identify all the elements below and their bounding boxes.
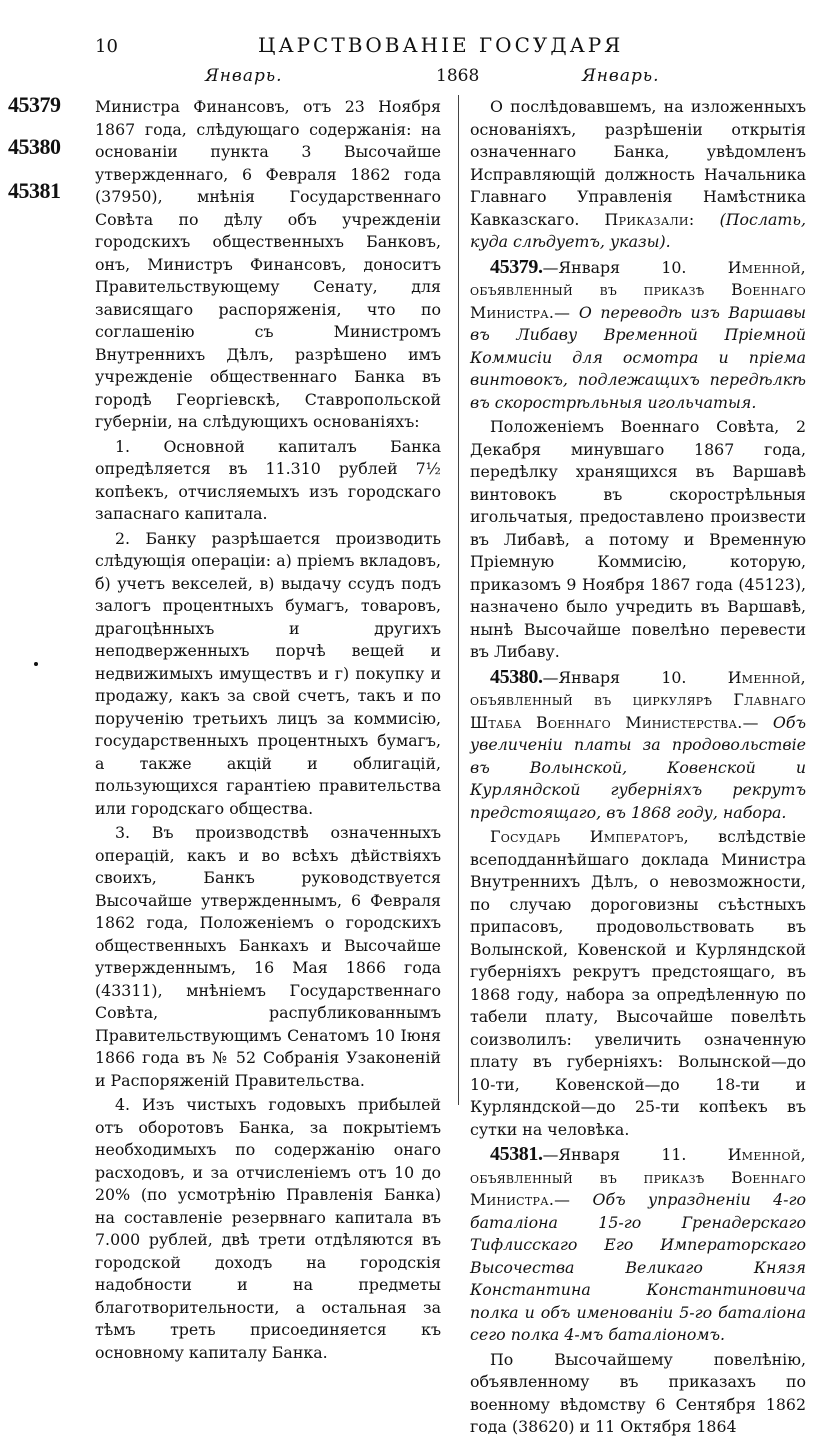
entry-number: 45381. — [490, 1143, 543, 1165]
entry-kind: Именной, объявленный въ приказѣ Военнаго Министра.— — [470, 257, 806, 322]
entry-title: Объ упраздненіи 4-го баталіона 15-го Гренадерскаго Тифлисскаго Его Императорскаго Высочества Великаго Князя Константина Константиновича полка и объ именованіи 5-го баталіона сего полка 4-мъ баталіономъ. — [470, 1190, 806, 1344]
margin-number-45380: 45380 — [8, 134, 61, 159]
page-number: 10 — [95, 36, 118, 57]
entry-kind: Именной, объявленный въ приказѣ Военнаго Министра.— — [470, 1145, 806, 1209]
left-column — [95, 96, 441, 1366]
point-4: 4. Изъ чистыхъ годовыхъ прибылей отъ оборотовъ Банка, за покрытіемъ необходимыхъ по содержанію онаго расходовъ, и за отчисленіемъ отъ 10 до 20% (по усмотрѣнію Правленія Банка) на составленіе резервнаго капитала въ 7.000 рублей, двѣ трети отдѣляются въ городской доходъ на городскія надобности и на предметы благотворительности, а остальная за тѣмъ треть присоединяется къ основному капиталу Банка. — [95, 1095, 441, 1362]
entry-body-text: вслѣдствіе всеподданнѣйшаго доклада Министра Внутреннихъ Дѣлъ, о невозможности, по случаю дороговизны съѣстныхъ припасовъ, продовольствовать въ Волынской, Ковенской и Курляндской губерніяхъ рекрутъ предстоящаго, въ 1868 году, набора за опредѣленную по табели плату, Высочайше повелѣть соизволилъ: увеличить означенную плату въ губерніяхъ: Волынской—до 10-ти, Ковенской—до 18-ти и Курляндской—до 25-ти копѣекъ въ сутки на человѣка. — [470, 827, 806, 1139]
entry-number: 45380. — [490, 665, 543, 688]
right-column — [470, 96, 806, 1441]
resolution-label: Приказали: — [604, 209, 695, 229]
point-3: 3. Въ производствѣ означенныхъ операцій, какъ и во всѣхъ дѣйствіяхъ своихъ, Банкъ руководствуется Высочайше утвержденнымъ, 6 Февраля 1862 года, Положеніемъ о городскихъ общественныхъ Банкахъ и Высочайше утвержденнымъ, 16 Мая 1866 года (43311), мнѣніемъ Государственнаго Совѣта, распубликованнымъ Правительствующимъ Сенатомъ 10 Іюня 1866 года въ № 52 Собранія Узаконеній и Распоряженій Правительства. — [95, 823, 441, 1090]
entry-45379-body: Положеніемъ Военнаго Совѣта, 2 Декабря минувшаго 1867 года, передѣлку хранящихся въ Варшавѣ винтовокъ въ скорострѣльныя игольчатыя, предоставлено произвести въ Либавѣ, а потому и Временную Пріемную Коммисію, которую, приказомъ 9 Ноября 1867 года (45123), назначено было учредить въ Варшавѣ, нынѣ Высочайше повелѣно перевести въ Либаву. — [470, 417, 806, 661]
resolution-text: (Послать, куда слѣдуетъ, указы). — [470, 209, 806, 251]
margin-number-45381: 45381 — [8, 178, 61, 203]
entry-date: —Января 10. — [542, 257, 687, 277]
entry-date: —Января 11. — [542, 1145, 687, 1164]
column-divider — [458, 95, 459, 1105]
point-1: 1. Основной капиталъ Банка опредѣляется въ 11.310 рублей 7½ копѣекъ, отчисляемыхъ изъ городскаго запаснаго капитала. — [95, 436, 441, 523]
month-left: Январь. — [205, 66, 283, 86]
entry-title: О переводѣ изъ Варшавы въ Либаву Временной Пріемной Коммисіи для осмотра и пріема винтовокъ, подлежащихъ передѣлкѣ въ скорострѣльныя игольчатыя. — [470, 302, 806, 412]
entry-45380-body — [470, 826, 806, 1141]
entry-45381-heading — [470, 1143, 806, 1347]
entry-date: —Января 10. — [542, 667, 687, 687]
entry-number: 45379. — [490, 255, 543, 278]
entry-intro: Министра Финансовъ, отъ 23 Ноября 1867 года, слѣдующаго содержанія: на основаніи пункта 3 Высочайше утвержденнаго, 6 Февраля 1862 года (37950), мнѣнія Государственнаго Совѣта по дѣлу объ учрежденіи городскихъ общественныхъ Банковъ, онъ, Министръ Финансовъ, доноситъ Правительствующему Сенату, для зависящаго распоряженія, что по соглашенію съ Министромъ Внутреннихъ Дѣлъ, разрѣшено имъ учрежденіе общественнаго Банка въ городѣ Георгіевскѣ, Ставропольской губерніи, на слѣдующихъ основаніяхъ: — [95, 97, 441, 431]
continuation-text: О послѣдовавшемъ, на изложенныхъ основаніяхъ, разрѣшеніи открытія означеннаго Банка, увѣдомленъ Исправляющій должность Начальника Главнаго Управленія Намѣстника Кавказскаго. — [470, 97, 806, 229]
entry-45380-heading — [470, 666, 806, 825]
entry-kind: Именной, объявленный въ циркулярѣ Главнаго Штаба Военнаго Министерства.— — [470, 667, 806, 732]
entry-title: Объ увеличеніи платы за продовольствіе въ Волынской, Ковенской и Курляндской губерніяхъ рекрутъ предстоящаго, въ 1868 году, набора. — [470, 712, 806, 822]
margin-number-45379: 45379 — [8, 92, 61, 117]
continuation — [470, 96, 806, 254]
year: 1868 — [436, 66, 480, 86]
month-right: Январь. — [582, 66, 660, 86]
entry-subject: Государь Императоръ, — [490, 827, 689, 846]
entry-45381-body: По Высочайшему повелѣнію, объявленному въ приказахъ по военному вѣдомству 6 Сентября 1862 года (38620) и 11 Октября 1864 — [470, 1349, 806, 1436]
running-title: ЦАРСТВОВАНІЕ ГОСУДАРЯ — [258, 33, 624, 57]
entry-45379-heading — [470, 256, 806, 415]
print-speck — [34, 662, 38, 666]
point-2: 2. Банку разрѣшается производить слѣдующія операціи: а) пріемъ вкладовъ, б) учетъ векселей, в) выдачу ссудъ подъ залогъ процентныхъ бумагъ, товаровъ, драгоцѣнныхъ и другихъ неподверженныхъ порчѣ вещей и недвижимыхъ имуществъ и г) покупку и продажу, какъ за свой счетъ, такъ и по порученію третьихъ лицъ за коммисію, государственныхъ процентныхъ бумагъ, а также акцій и облигацій, пользующихся гарантіею правительства или городскаго общества. — [95, 528, 441, 818]
